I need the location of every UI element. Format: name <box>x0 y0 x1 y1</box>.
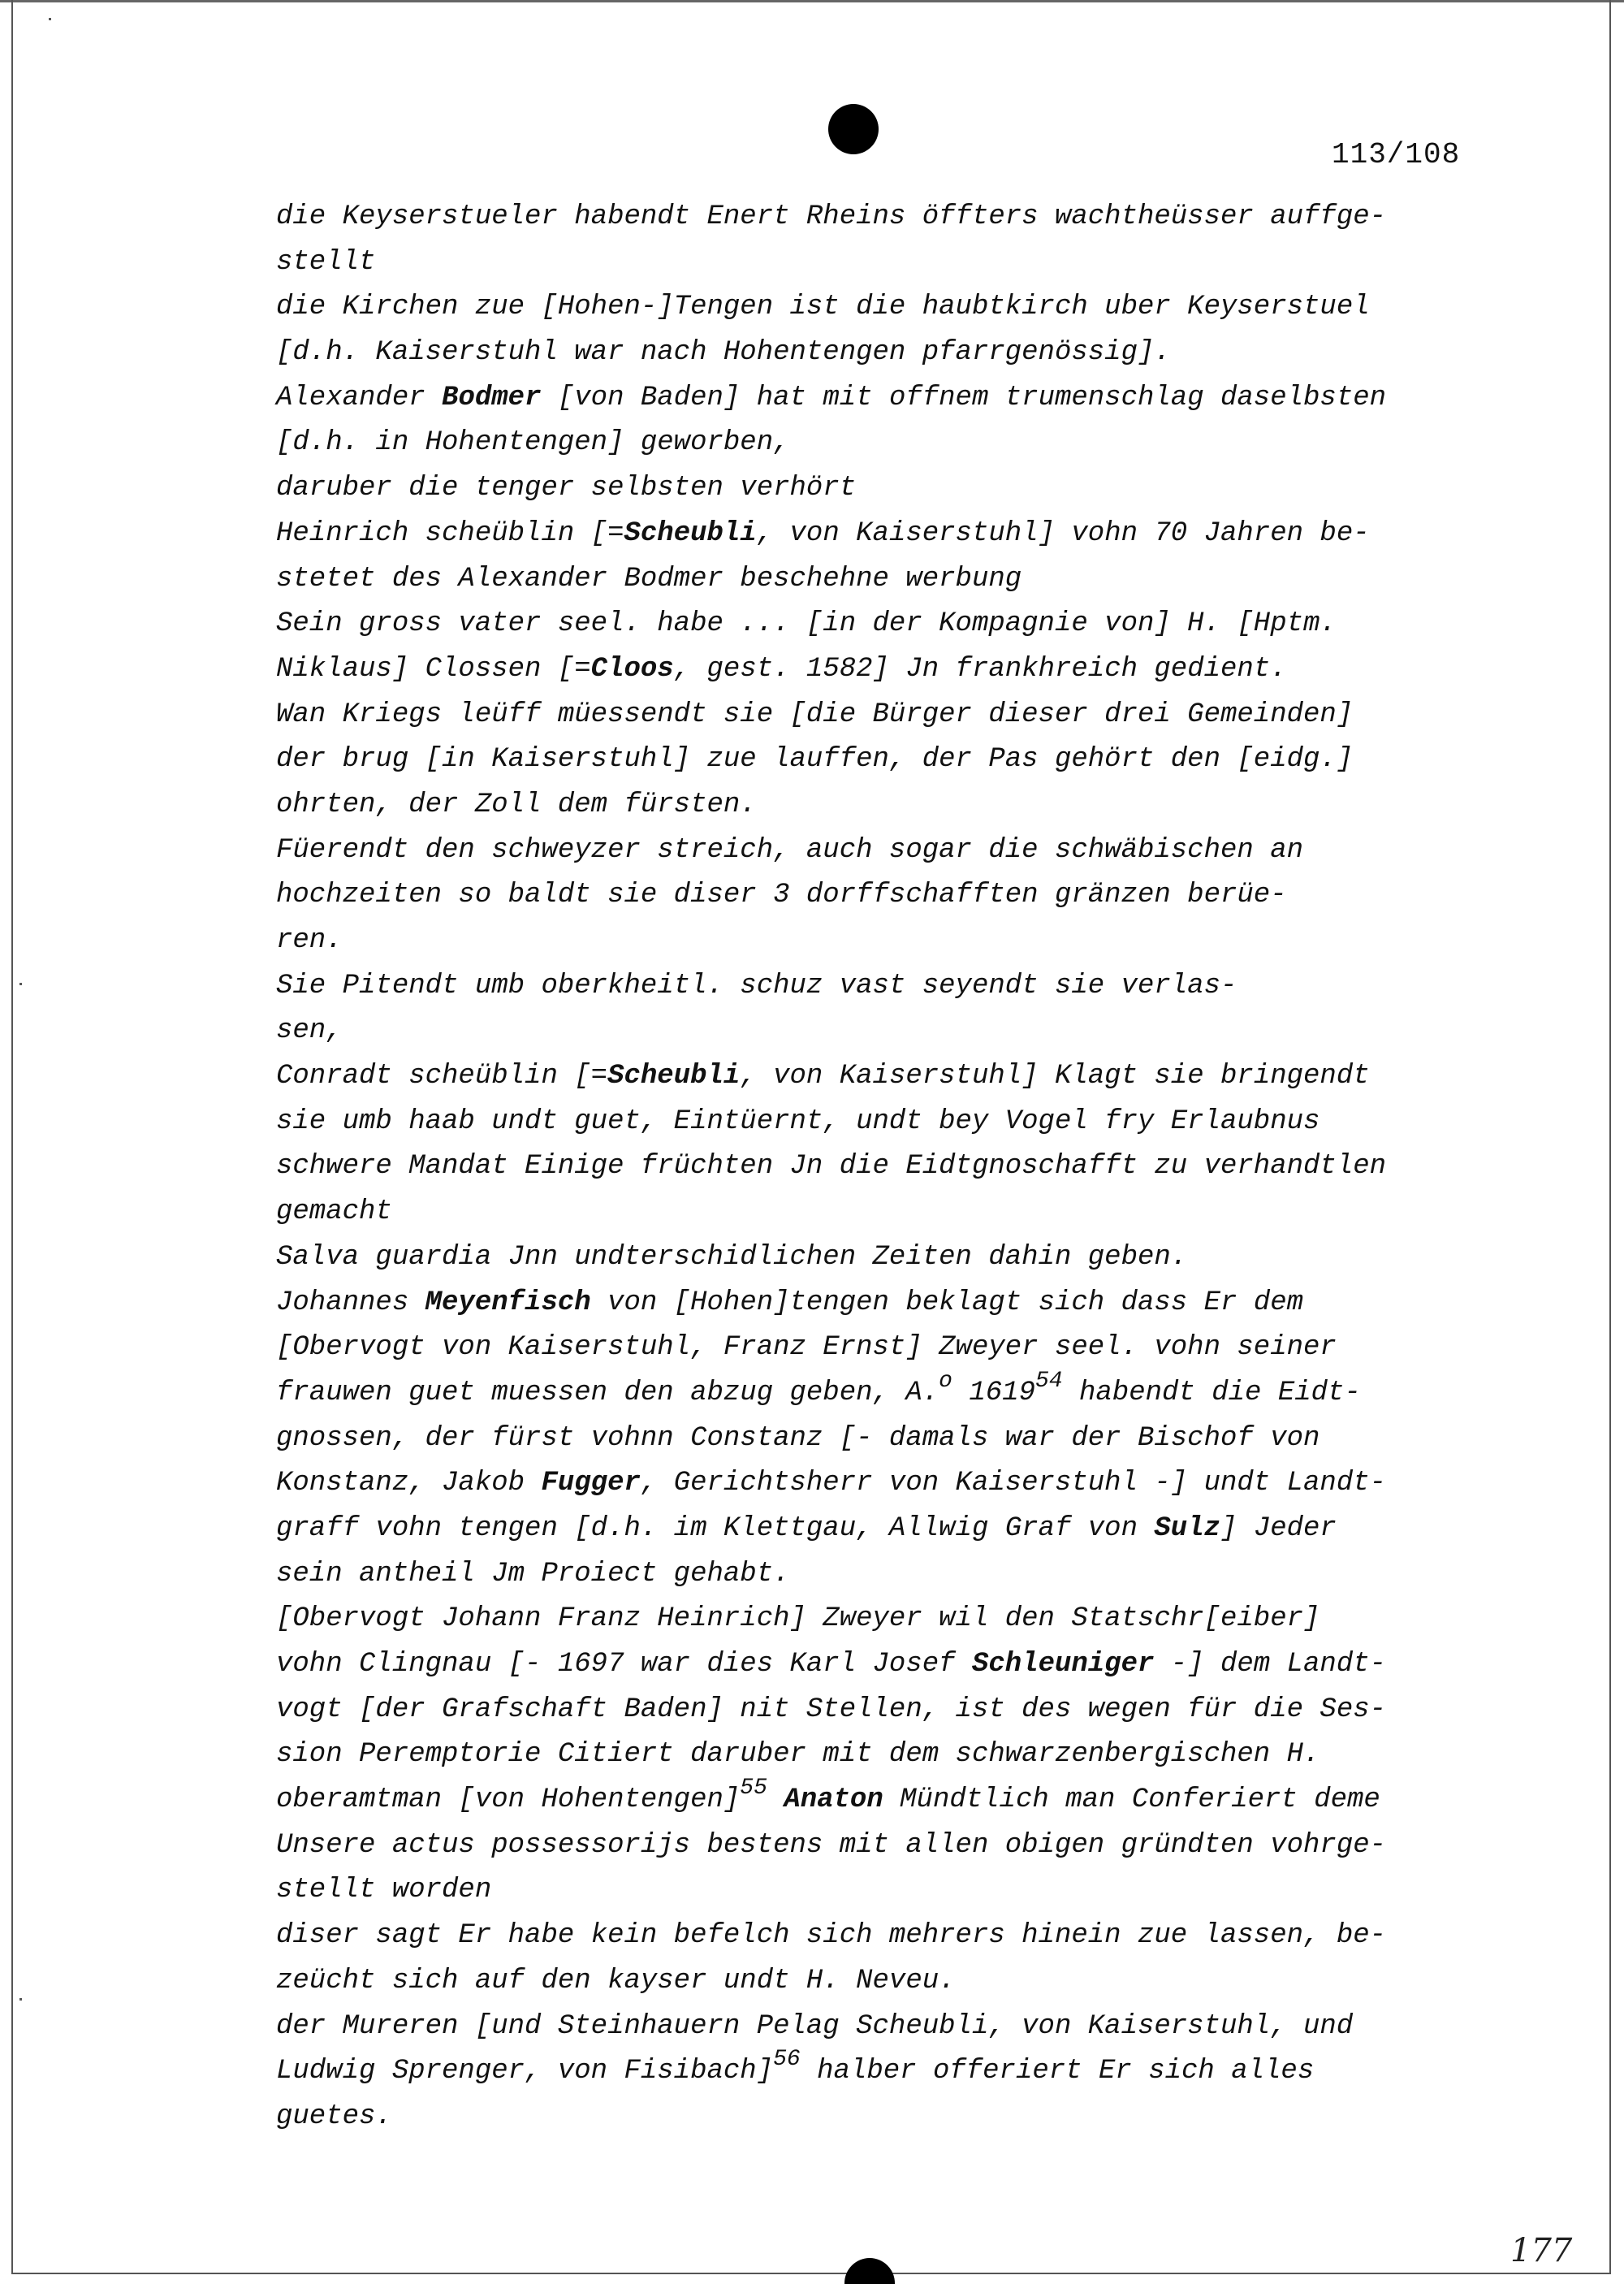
text-run: Niklaus] Clossen [= <box>276 653 591 685</box>
text-run: sein antheil Jm Proiect gehabt. <box>276 1558 790 1590</box>
text-line <box>276 1368 1559 1417</box>
text-run: Sein gross vater seel. habe ... [in der Kompagnie von] H. [Hptm. <box>276 608 1337 640</box>
text-line <box>276 1642 1559 1688</box>
text-run: Wan Kriegs leüff müessendt sie [die Bürger dieser drei Gemeinden] <box>276 699 1354 730</box>
text-line <box>276 2005 1559 2050</box>
text-run: sen, <box>276 1015 343 1047</box>
text-line <box>276 1326 1559 1371</box>
text-line <box>276 919 1559 964</box>
text-run: gemacht <box>276 1196 392 1228</box>
text-run: vohn Clingnau [- 1697 war dies Karl Josef <box>276 1649 972 1680</box>
text-run: hochzeiten so baldt sie diser 3 dorffschafften gränzen berüe- <box>276 880 1287 911</box>
text-line <box>276 783 1559 828</box>
text-run: [Obervogt von Kaiserstuhl, Franz Ernst] Zweyer seel. vohn seiner <box>276 1332 1337 1364</box>
text-run: Unsere actus possessorijs bestens mit allen obigen gründten vohrge- <box>276 1829 1387 1861</box>
text-run: ohrten, der Zoll dem fürsten. <box>276 789 757 820</box>
text-line <box>276 2095 1559 2140</box>
text-run: Mündtlich man Conferiert deme <box>883 1784 1380 1816</box>
bold-name: Fugger <box>541 1468 641 1499</box>
bold-name: Bodmer <box>442 382 542 413</box>
bold-name: Anaton <box>784 1784 883 1816</box>
text-run: Salva guardia Jnn undterschidlichen Zeiten dahin geben. <box>276 1241 1188 1273</box>
text-run: von [Hohen]tengen beklagt sich dass Er dem <box>590 1287 1304 1318</box>
footnote-marker: 54 <box>1034 1368 1063 1394</box>
bold-name: Cloos <box>590 653 674 685</box>
text-line <box>276 512 1559 557</box>
text-run: [d.h. Kaiserstuhl war nach Hohentengen pfarrgenössig]. <box>276 337 1171 369</box>
scan-speck <box>19 1998 22 2001</box>
text-run: Conradt scheüblin [= <box>276 1061 608 1092</box>
text-run: , Gerichtsherr von Kaiserstuhl -] undt Landt- <box>640 1468 1387 1499</box>
text-run: Sie Pitendt umb oberkheitl. schuz vast seyendt sie verlas- <box>276 970 1237 1001</box>
punch-hole <box>828 104 879 154</box>
text-line <box>276 1009 1559 1054</box>
footnote-marker: 56 <box>773 2046 801 2072</box>
text-run: habendt die Eidt- <box>1062 1377 1361 1408</box>
text-line <box>276 1507 1559 1552</box>
text-run: diser sagt Er habe kein befelch sich mehrers hinein zue lassen, be- <box>276 1920 1387 1952</box>
text-run: zeücht sich auf den kayser undt H. Neveu. <box>276 1965 956 1996</box>
bold-name: Sulz <box>1154 1512 1221 1544</box>
footnote-marker: 55 <box>740 1775 767 1801</box>
text-run: [d.h. in Hohentengen] geworben, <box>276 427 790 459</box>
text-run: , von Kaiserstuhl] Klagt sie bringendt <box>740 1061 1370 1092</box>
text-line <box>276 1823 1559 1869</box>
text-line <box>276 1054 1559 1100</box>
text-run: der Mureren [und Steinhauern Pelag Scheubli, von Kaiserstuhl, und <box>276 2010 1354 2042</box>
text-run: stetet des Alexander Bodmer beschehne werbung <box>276 563 1022 595</box>
text-run: ren. <box>276 925 343 956</box>
text-run: Füerendt den schweyzer streich, auch sogar die schwäbischen an <box>276 834 1304 866</box>
text-run: schwere Mandat Einige früchten Jn die Eidtgnoschafft zu verhandtlen <box>276 1151 1387 1183</box>
text-run: oberamtman [von Hohentengen] <box>276 1784 741 1816</box>
page-number: 113/108 <box>1332 138 1461 171</box>
text-run: ] Jeder <box>1220 1512 1337 1544</box>
text-run: 1619 <box>952 1377 1035 1408</box>
text-line <box>276 1235 1559 1281</box>
text-run: stellt <box>276 246 376 278</box>
text-line <box>276 1190 1559 1235</box>
text-line <box>276 195 1559 240</box>
text-line <box>276 1775 1559 1823</box>
transcription-text <box>276 195 1559 2140</box>
text-line <box>276 1868 1559 1914</box>
text-line <box>276 557 1559 603</box>
text-run: gnossen, der fürst vohnn Constanz [- damals war der Bischof von <box>276 1422 1320 1454</box>
text-run: vogt [der Grafschaft Baden] nit Stellen, ist des wegen für die Ses- <box>276 1694 1387 1725</box>
text-line <box>276 693 1559 738</box>
text-line <box>276 1552 1559 1598</box>
text-run <box>767 1784 784 1815</box>
text-line <box>276 1144 1559 1190</box>
text-line <box>276 1959 1559 2005</box>
text-line <box>276 602 1559 647</box>
text-run: die Kirchen zue [Hohen-]Tengen ist die haubtkirch uber Keyserstuel <box>276 292 1370 323</box>
text-line <box>276 376 1559 422</box>
text-line <box>276 1281 1559 1326</box>
text-line <box>276 466 1559 512</box>
text-line <box>276 964 1559 1010</box>
text-run: [Obervogt Johann Franz Heinrich] Zweyer wil den Statschr[eiber] <box>276 1603 1320 1635</box>
text-line <box>276 2046 1559 2095</box>
text-run: guetes. <box>276 2100 392 2132</box>
text-run: -] dem Landt- <box>1154 1649 1387 1680</box>
text-run: daruber die tenger selbsten verhört <box>276 473 857 504</box>
archive-mark: 177 <box>1510 2232 1573 2269</box>
text-run: [von Baden] hat mit offnem trumenschlag daselbsten <box>541 382 1387 413</box>
text-run: sion Peremptorie Citiert daruber mit dem schwarzenbergischen H. <box>276 1739 1320 1771</box>
text-line <box>276 1100 1559 1145</box>
text-run: Konstanz, Jakob <box>276 1468 542 1499</box>
text-line <box>276 421 1559 466</box>
text-line <box>276 738 1559 783</box>
text-run: Heinrich scheüblin [= <box>276 517 624 549</box>
footnote-marker: o <box>939 1368 952 1394</box>
text-line <box>276 1597 1559 1642</box>
text-line <box>276 285 1559 331</box>
bold-name: Scheubli <box>607 1061 741 1092</box>
text-run: Alexander <box>276 382 443 413</box>
scan-speck <box>19 983 22 985</box>
bold-name: Schleuniger <box>971 1649 1155 1680</box>
text-line <box>276 1461 1559 1507</box>
text-line <box>276 828 1559 874</box>
text-run: , von Kaiserstuhl] vohn 70 Jahren be- <box>756 517 1370 549</box>
text-line <box>276 331 1559 376</box>
bold-name: Scheubli <box>624 517 757 549</box>
text-run: , gest. 1582] Jn frankhreich gedient. <box>673 653 1287 685</box>
text-line <box>276 240 1559 286</box>
text-line <box>276 1914 1559 1959</box>
text-line <box>276 1732 1559 1778</box>
text-line <box>276 1417 1559 1462</box>
text-run: graff vohn tengen [d.h. im Klettgau, Allwig Graf von <box>276 1512 1155 1544</box>
scan-speck <box>49 18 51 20</box>
text-run: stellt worden <box>276 1875 492 1906</box>
text-line <box>276 1688 1559 1733</box>
text-run: Johannes <box>276 1287 425 1318</box>
text-line <box>276 873 1559 919</box>
text-run: die Keyserstueler habendt Enert Rheins öffters wachtheüsser auffge- <box>276 201 1387 232</box>
text-line <box>276 647 1559 693</box>
bold-name: Meyenfisch <box>425 1287 591 1318</box>
text-run: halber offeriert Er sich alles <box>800 2056 1315 2087</box>
text-run: frauwen guet muessen den abzug geben, A. <box>276 1377 939 1408</box>
text-run: sie umb haab undt guet, Eintüernt, undt bey Vogel fry Erlaubnus <box>276 1105 1320 1137</box>
text-run: Ludwig Sprenger, von Fisibach] <box>276 2056 774 2087</box>
text-run: der brug [in Kaiserstuhl] zue lauffen, der Pas gehört den [eidg.] <box>276 744 1354 776</box>
